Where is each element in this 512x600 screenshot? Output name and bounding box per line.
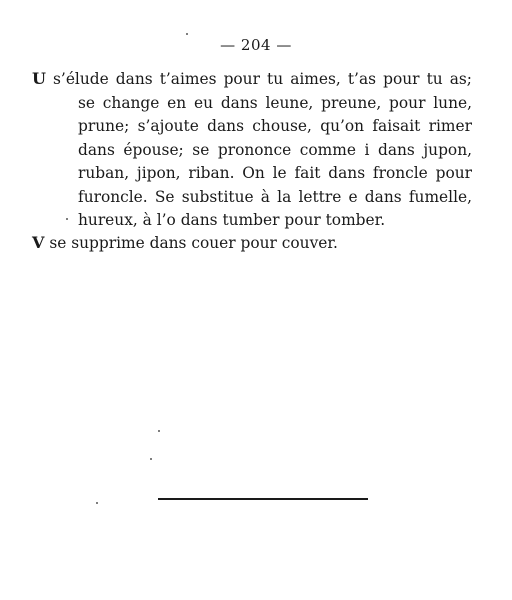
entry-paragraph <box>32 231 472 256</box>
paper-speck <box>158 430 160 432</box>
entry-text: s’élude dans t’aimes pour tu aimes, t’as pour tu as; se change en eu dans leune, preune, pour lune, prune; s’ajoute dans chouse, qu’on faisait rimer dans épouse; se prononce comme i dans jupon, ruban, jipon, riban. On le fait dans froncle pour furoncle. Se substitue à la lettre e dans fumelle, hureux, à l’o dans tumber pour tomber. <box>45 70 472 229</box>
footer-rule <box>158 498 368 500</box>
page-number: — 204 — <box>220 36 292 54</box>
entry-text: se supprime dans couer pour couver. <box>44 234 338 252</box>
paper-speck <box>150 458 152 460</box>
entry-letter-v <box>32 231 472 256</box>
entry-letter: U <box>32 69 46 88</box>
entry-letter-u <box>32 67 472 233</box>
paper-speck <box>186 33 188 35</box>
entry-letter: V <box>32 233 45 252</box>
paper-speck <box>96 502 98 504</box>
paper-speck <box>66 218 68 220</box>
entry-paragraph <box>32 67 472 233</box>
